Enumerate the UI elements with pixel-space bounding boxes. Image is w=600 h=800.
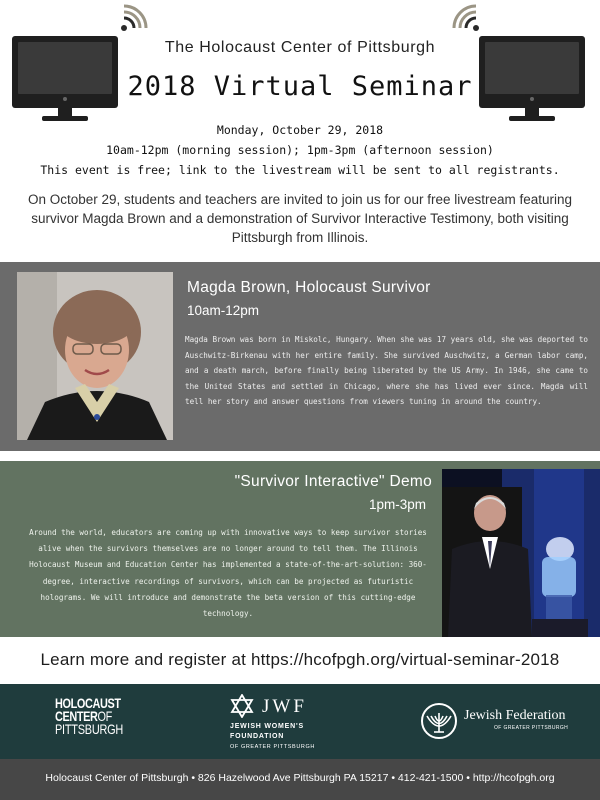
organization-name: The Holocaust Center of Pittsburgh [164, 39, 436, 56]
jwf-line3: OF GREATER PITTSBURGH [230, 744, 315, 750]
event-date: Monday, October 29, 2018 [216, 123, 384, 137]
magda-heading: Magda Brown, Holocaust Survivor [187, 279, 431, 296]
event-times: 10am-12pm (morning session); 1pm-3pm (afternoon session) [106, 143, 494, 157]
sponsor-logos [0, 684, 600, 759]
hc-logo-of: OF [97, 708, 112, 724]
survivor-interactive-section [0, 461, 600, 637]
hc-logo-line1: HOLOCAUST [55, 695, 121, 711]
footer-contact: Holocaust Center of Pittsburgh • 826 Hazelwood Ave Pittsburgh PA 15217 • 412-421-1500 • http://hcofpgh.org [45, 772, 555, 784]
jwf-line2: FOUNDATION [230, 733, 285, 740]
register-link[interactable]: Learn more and register at https://hcofpgh.org/virtual-seminar-2018 [40, 650, 560, 669]
holocaust-center-logo [55, 697, 142, 736]
federation-sub: OF GREATER PITTSBURGH [494, 725, 569, 731]
star-of-david-icon [230, 694, 254, 718]
magda-brown-photo [17, 272, 173, 440]
magda-description: Magda Brown was born in Miskolc, Hungary. When she was 17 years old, she was deported to Auschwitz-Birkenau with her entire family. She survived Auschwitz, a German labor camp, and a death march, before finally being liberated by the US Army. In 1946, she came to the United States and settled in Chicago, where she has lived ever since. Magda will tell her story and answer questions from viewers tuning in around the country. [185, 335, 588, 407]
magda-brown-section [0, 262, 600, 451]
page-title: 2018 Virtual Seminar [127, 71, 473, 102]
demo-heading: "Survivor Interactive" Demo [234, 473, 432, 490]
magda-time: 10am-12pm [187, 303, 260, 318]
jwf-line1: JEWISH WOMEN'S [230, 723, 304, 730]
intro-paragraph: On October 29, students and teachers are invited to join us for our free livestream featuring survivor Magda Brown and a demonstration of Survivor Interactive Testimony, both visiting Pittsburgh from Illinois. [27, 192, 573, 245]
event-note: This event is free; link to the livestream will be sent to all registrants. [40, 163, 560, 177]
federation-name: Jewish Federation [464, 708, 566, 723]
footer [0, 759, 600, 800]
menorah-emblem-icon [420, 702, 458, 740]
wifi-signal-icon [118, 4, 148, 34]
demo-time: 1pm-3pm [368, 497, 426, 512]
jwf-mark: JWF [262, 696, 307, 717]
demo-description: Around the world, educators are coming up with innovative ways to keep survivor stories alive when the survivors themselves are no longer around to tell them. The Illinois Holocaust Museum and Education Center has implemented a state-of-the-art-solution: 360-degree, interactive recordings of survivors, which can be projected as futuristic holograms. We will introduce and demonstrate the beta version of this cutting-edge technology. [29, 528, 427, 619]
survivor-hologram-photo [442, 469, 600, 637]
hc-logo-line3: PITTSBURGH [55, 721, 124, 737]
hc-logo-center: CENTER [55, 708, 98, 724]
wifi-signal-icon [452, 4, 482, 34]
